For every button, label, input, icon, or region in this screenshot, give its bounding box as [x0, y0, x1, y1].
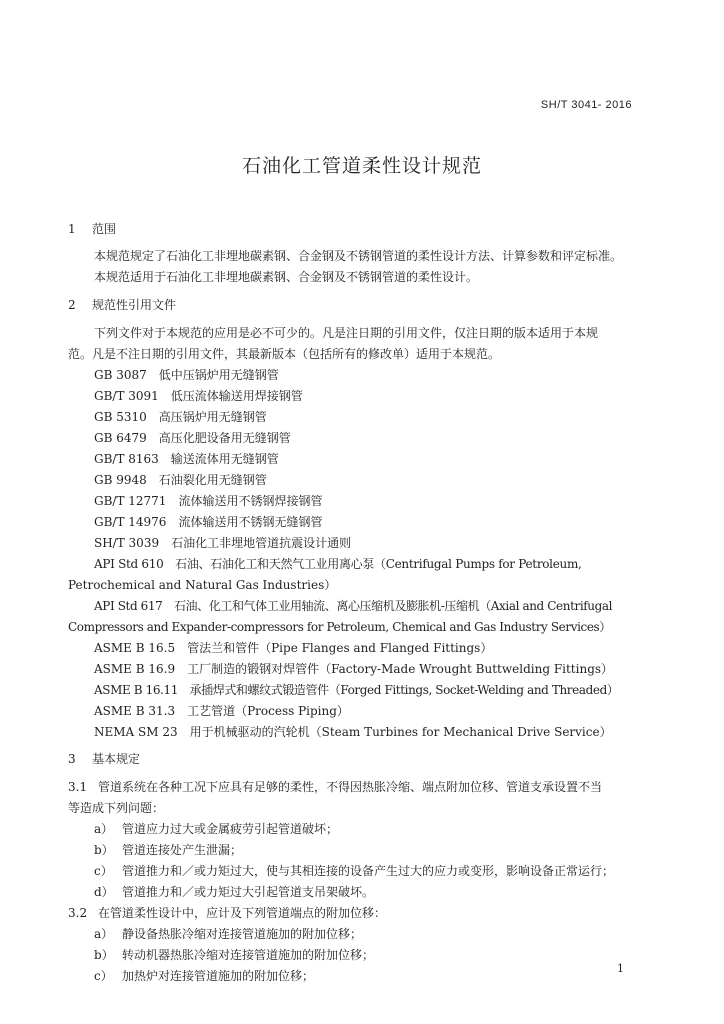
section-number: 2	[68, 298, 76, 312]
list-item-label: a）	[94, 822, 114, 836]
list-item-label: c）	[94, 864, 113, 878]
section-title: 范围	[92, 222, 117, 236]
list-item-text: 管道推力和／或力矩过大，使与其相连接的设备产生过大的应力或变形，影响设备正常运行；	[122, 864, 615, 878]
reference-item: GB 5310 高压锅炉用无缝钢管	[94, 410, 267, 424]
list-item	[94, 885, 374, 901]
clause-text: 管道系统在各种工况下应具有足够的柔性，不得因热胀冷缩、端点附加位移、管道支承设置不当	[98, 780, 603, 794]
reference-item: ASME B 16.11 承插焊式和螺纹式锻造管件（Forged Fittings, Socket-Welding and Threaded）	[94, 683, 619, 697]
reference-item: GB/T 8163 输送流体用无缝钢管	[94, 452, 279, 466]
reference-item: GB/T 3091 低压流体输送用焊接钢管	[94, 389, 303, 403]
reference-item: GB/T 12771 流体输送用不锈钢焊接钢管	[94, 494, 323, 508]
paragraph: 下列文件对于本规范的应用是必不可少的。凡是注日期的引用文件，仅注日期的版本适用于本规	[94, 326, 599, 340]
page-number: 1	[617, 962, 624, 975]
reference-item: GB 9948 石油裂化用无缝钢管	[94, 473, 267, 487]
section-3-heading	[68, 752, 140, 768]
list-item-text: 加热炉对连接管道施加的附加位移；	[122, 969, 315, 983]
list-item	[94, 927, 362, 943]
clause-text: 在管道柔性设计中，应计及下列管道端点的附加位移：	[98, 906, 387, 920]
list-item-text: 管道应力过大或金属疲劳引起管道破坏；	[122, 822, 339, 836]
reference-item: ASME B 16.5 管法兰和管件（Pipe Flanges and Flanged Fittings）	[94, 641, 493, 655]
section-1-heading	[68, 222, 116, 238]
reference-item: SH/T 3039 石油化工非埋地管道抗震设计通则	[94, 536, 352, 550]
paragraph: 本规范适用于石油化工非埋地碳素钢、合金钢及不锈钢管道的柔性设计。	[94, 270, 479, 284]
list-item-text: 管道连接处产生泄漏；	[122, 843, 243, 857]
list-item-text: 转动机器热胀冷缩对连接管道施加的附加位移；	[122, 948, 375, 962]
section-number: 1	[68, 222, 76, 236]
list-item-label: c）	[94, 969, 113, 983]
clause-text-continued: 等造成下列问题：	[68, 801, 165, 815]
reference-item: ASME B 31.3 工艺管道（Process Piping）	[94, 704, 349, 718]
list-item	[94, 843, 242, 859]
list-item-label: a）	[94, 927, 114, 941]
clause-3-1	[68, 780, 602, 796]
list-item-label: b）	[94, 948, 114, 962]
reference-item: GB/T 14976 流体输送用不锈钢无缝钢管	[94, 515, 323, 529]
section-2-heading	[68, 298, 176, 314]
list-item-label: d）	[94, 885, 114, 899]
paragraph: 范。凡是不注日期的引用文件，其最新版本（包括所有的修改单）适用于本规范。	[68, 347, 501, 361]
section-number: 3	[68, 752, 76, 766]
standard-number: SH/T 3041- 2016	[540, 99, 632, 111]
reference-item: GB 3087 低中压锅炉用无缝钢管	[94, 368, 279, 382]
list-item	[94, 969, 314, 985]
list-item	[94, 948, 374, 964]
reference-item-continued: Petrochemical and Natural Gas Industries）	[68, 578, 337, 592]
reference-item: ASME B 16.9 工厂制造的锻钢对焊管件（Factory-Made Wrought Buttwelding Fittings）	[94, 662, 614, 676]
reference-item: API Std 610 石油、石油化工和天然气工业用离心泵（Centrifugal Pumps for Petroleum,	[94, 557, 582, 571]
section-title: 基本规定	[92, 752, 141, 766]
clause-number: 3.1	[68, 780, 88, 794]
clause-3-2	[68, 906, 386, 922]
list-item-text: 静设备热胀冷缩对连接管道施加的附加位移；	[122, 927, 363, 941]
list-item	[94, 864, 614, 880]
reference-item-continued: Compressors and Expander-compressors for Petroleum, Chemical and Gas Industry Services）	[68, 620, 611, 634]
list-item	[94, 822, 338, 838]
list-item-text: 管道推力和／或力矩过大引起管道支吊架破坏。	[122, 885, 375, 899]
reference-item: GB 6479 高压化肥设备用无缝钢管	[94, 431, 291, 445]
reference-item: NEMA SM 23 用于机械驱动的汽轮机（Steam Turbines for Mechanical Drive Service）	[94, 725, 612, 739]
list-item-label: b）	[94, 843, 114, 857]
clause-number: 3.2	[68, 906, 88, 920]
reference-item: API Std 617 石油、化工和气体工业用轴流、离心压缩机及膨胀机-压缩机（Axial and Centrifugal	[94, 599, 613, 613]
paragraph: 本规范规定了石油化工非埋地碳素钢、合金钢及不锈钢管道的柔性设计方法、计算参数和评定标准。	[94, 249, 623, 263]
section-title: 规范性引用文件	[92, 298, 177, 312]
document-title: 石油化工管道柔性设计规范	[241, 155, 482, 177]
